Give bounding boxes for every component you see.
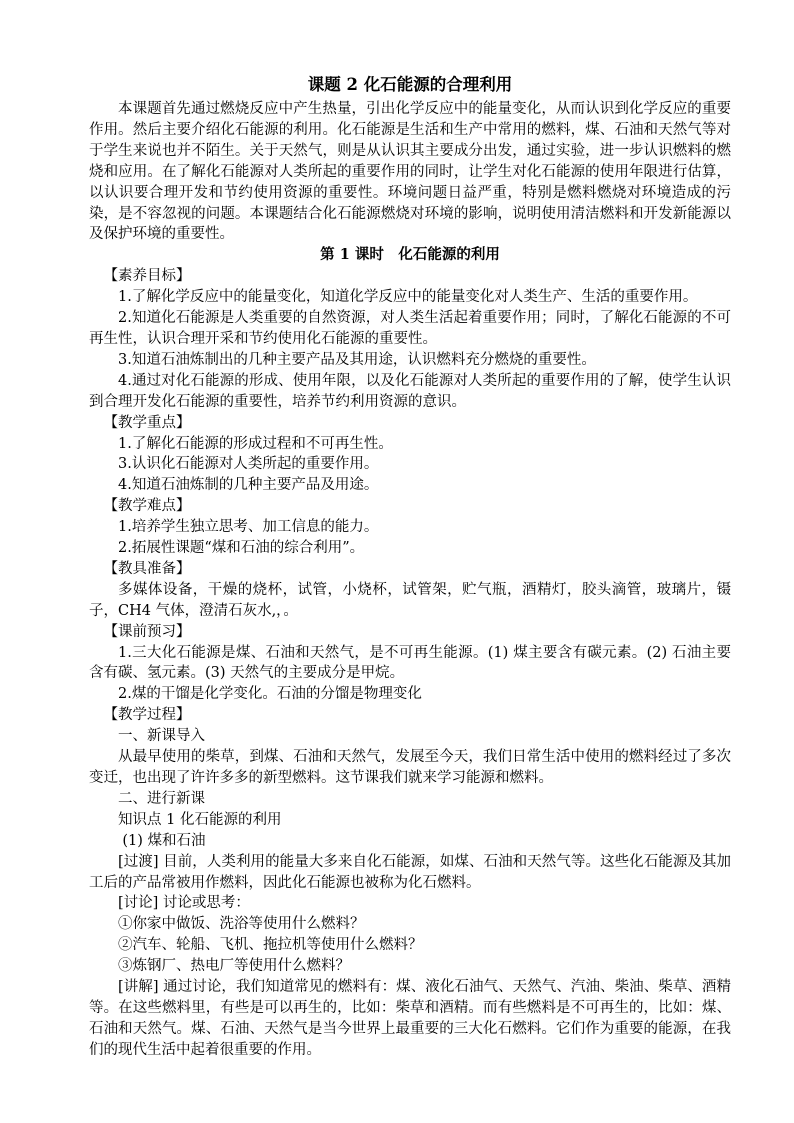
knowledge-point-heading: 知识点 1 化石能源的利用 [118,811,282,828]
key-point-item: 1.了解化石能源的形成过程和不可再生性。 [118,435,393,452]
goals-heading: 【素养目标】 [103,268,191,285]
document-title: 课题 2 化石能源的合理利用 [307,75,513,94]
section-intro-text: 从最早使用的柴草，到煤、石油和天然气，发展至今天，我们日常生活中使用的燃料经过了多次变迁，也出现了许许多多的新型燃料。这节课我们就来学习能源和燃料。 [89,749,731,786]
discussion-heading: [讨论] 讨论或思考： [118,895,250,912]
materials-heading: 【教具准备】 [103,560,191,577]
preview-item: 1.三大化石能源是煤、石油和天然气，是不可再生能源。(1) 煤主要含有碳元素。(2) 石油主要含有碳、氢元素。(3) 天然气的主要成分是甲烷。 [89,644,731,682]
transition-paragraph: [过渡] 目前，人类利用的能量大多来自化石能源，如煤、石油和天然气等。这些化石能源及其加工后的产品常被用作燃料，因此化石能源也被称为化石燃料。 [89,853,731,891]
difficulty-item: 2.拓展性课题“煤和石油的综合利用”。 [118,540,365,557]
goal-item: 4.通过对化石能源的形成、使用年限，以及化石能源对人类所起的重要作用的了解，使学生认识到合理开发化石能源的重要性，培养节约利用资源的意识。 [89,372,731,410]
goal-item: 2.知道化石能源是人类重要的自然资源，对人类生活起着重要作用；同时，了解化石能源的不可再生性，认识合理开采和节约使用化石能源的重要性。 [89,310,731,347]
section-new-lesson-heading: 二、进行新课 [118,790,205,807]
subsection-heading: (1) 煤和石油 [122,832,206,849]
preview-heading: 【课前预习】 [103,623,191,640]
key-point-item: 3.认识化石能源对人类所起的重要作用。 [118,456,379,473]
difficulty-item: 1.培养学生独立思考、加工信息的能力。 [118,519,379,536]
key-points-heading: 【教学重点】 [103,414,191,431]
materials-text: 多媒体设备，干燥的烧杯，试管，小烧杯，试管架，贮气瓶，酒精灯，胶头滴管，玻璃片，镊子，CH4 气体，澄清石灰水,，。 [89,581,731,619]
intro-paragraph: 本课题首先通过燃烧反应中产生热量，引出化学反应中的能量变化，从而认识到化学反应的重要作用。然后主要介绍化石能源的利用。化石能源是生活和生产中常用的燃料，煤、石油和天然气等对于学生来说也并不陌生。关于天然气，则是从认识其主要成分出发，通过实验，进一步认识燃料的燃烧和应用。在了解化石能源对人类所起的重要作用的同时，让学生对化石能源的使用年限进行估算，以认识要合理开发和节约使用资源的重要性。环境问题日益严重，特别是燃料燃烧对环境造成的污染，是不容忽视的问题。本课题结合化石能源燃烧对环境的影响，说明使用清洁燃料和开发新能源以及保护环境的重要性。 [89,101,731,243]
discussion-item: ③炼钢厂、热电厂等使用什么燃料？ [118,958,350,975]
difficulties-heading: 【教学难点】 [103,498,191,515]
discussion-item: ①你家中做饭、洗浴等使用什么燃料？ [118,916,365,933]
process-heading: 【教学过程】 [103,707,191,724]
discussion-item: ②汽车、轮船、飞机、拖拉机等使用什么燃料？ [118,937,423,954]
document-page [89,74,731,1061]
lesson-title: 第 1 课时 化石能源的利用 [320,246,500,264]
goal-item: 1.了解化学反应中的能量变化，知道化学反应中的能量变化对人类生产、生活的重要作用。 [118,289,698,306]
goal-item: 3.知道石油炼制出的几种主要产品及其用途，认识燃料充分燃烧的重要性。 [118,351,596,368]
preview-item: 2.煤的干馏是化学变化。石油的分馏是物理变化 [118,686,422,703]
section-intro-heading: 一、新课导入 [118,728,205,745]
key-point-item: 4.知道石油炼制的几种主要产品及用途。 [118,477,379,494]
explanation-paragraph: [讲解] 通过讨论，我们知道常见的燃料有：煤、液化石油气、天然气、汽油、柴油、柴草、酒精等。在这些燃料里，有些是可以再生的，比如：柴草和酒精。而有些燃料是不可再生的，比如：煤、石油和天然气。煤、石油、天然气是当今世界上最重要的三大化石燃料。它们作为重要的能源，在我们的现代生活中起着很重要的作用。 [89,979,731,1058]
